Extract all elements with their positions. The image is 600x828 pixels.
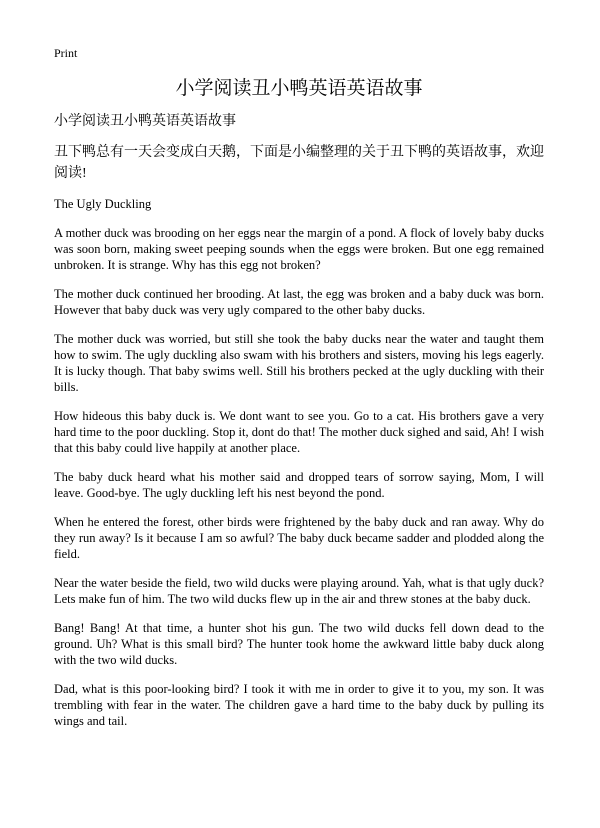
print-link[interactable]: Print: [54, 46, 78, 60]
story-title: The Ugly Duckling: [54, 197, 152, 211]
story-paragraph-1: A mother duck was brooding on her eggs near the margin of a pond. A flock of lovely baby ducks was soon born, making sweet peeping sounds when the eggs were broken. But one egg remained unbroken. It is strange. Why has this egg not broken?: [54, 226, 544, 272]
story-paragraph-3: The mother duck was worried, but still she took the baby ducks near the water and taught them how to swim. The ugly duckling also swam with his brothers and sisters, moving his legs eagerly. It is lucky though. That baby swims well. Still his brothers pecked at the ugly duckling with their bills.: [54, 332, 544, 394]
story-paragraph-4: How hideous this baby duck is. We dont want to see you. Go to a cat. His brothers gave a very hard time to the poor duckling. Stop it, dont do that! The mother duck sighed and said, Ah! I wish that this baby could live happily at another place.: [54, 409, 544, 455]
story-paragraph-5: The baby duck heard what his mother said and dropped tears of sorrow saying, Mom, I will leave. Good-bye. The ugly duckling left his nest beyond the pond.: [54, 470, 544, 500]
intro-text: 丑下鸭总有一天会变成白天鹅，下面是小编整理的关于丑下鸭的英语故事，欢迎阅读!: [54, 145, 544, 181]
subtitle: 小学阅读丑小鸭英语英语故事: [54, 114, 236, 129]
story-paragraph-8: Bang! Bang! At that time, a hunter shot his gun. The two wild ducks fell down dead to the ground. Uh? What is this small bird? The hunter took home the awkward little baby duck along with the two wild ducks.: [54, 621, 544, 667]
story-paragraph-6: When he entered the forest, other birds were frightened by the baby duck and ran away. Why do they run away? Is it because I am so awful? The baby duck became sadder and plodded along the field.: [54, 515, 544, 561]
story-paragraph-9: Dad, what is this poor-looking bird? I took it with me in order to give it to you, my son. It was trembling with fear in the water. The children gave a hard time to the baby duck by pulling its wings and tail.: [54, 682, 544, 728]
page-title: 小学阅读丑小鸭英语英语故事: [175, 78, 423, 99]
story-paragraph-7: Near the water beside the field, two wild ducks were playing around. Yah, what is that ugly duck? Lets make fun of him. The two wild ducks flew up in the air and threw stones at the baby duck.: [54, 576, 544, 606]
story-paragraph-2: The mother duck continued her brooding. At last, the egg was broken and a baby duck was born. However that baby duck was very ugly compared to the other baby ducks.: [54, 287, 544, 317]
document-page: [54, 45, 544, 729]
